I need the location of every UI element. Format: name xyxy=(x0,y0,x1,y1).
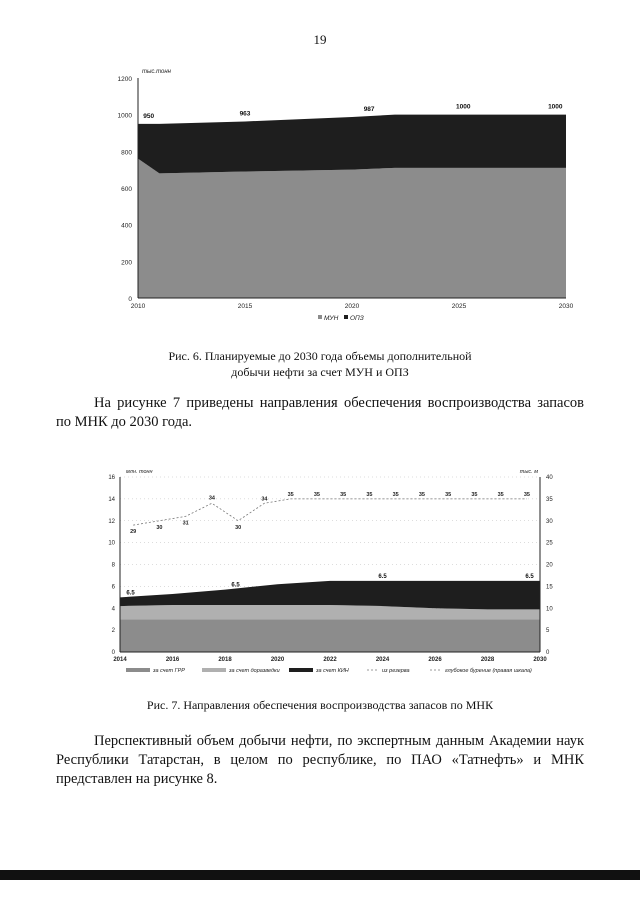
line-data-label: 34 xyxy=(208,495,215,502)
x-tick-label: 2030 xyxy=(533,657,547,663)
line-data-label: 35 xyxy=(392,491,399,498)
line-data-label: 30 xyxy=(235,524,242,531)
area-total-label: 6.5 xyxy=(525,573,534,580)
y-right-tick-label: 25 xyxy=(546,540,553,547)
y-left-axis-unit: млн. тонн xyxy=(126,469,153,475)
y-left-tick-label: 16 xyxy=(108,475,115,481)
y-left-tick-label: 2 xyxy=(111,628,115,635)
legend-swatch xyxy=(202,668,226,672)
y-right-tick-label: 10 xyxy=(546,606,553,613)
legend-label: ОПЗ xyxy=(350,315,364,322)
paragraph-1-text: На рисунке 7 приведены направления обеспечения воспроизводства запасов по МНК до 2030 года. xyxy=(56,395,584,430)
figure6-caption-line1: Рис. 6. Планируемые до 2030 года объемы дополнительной xyxy=(168,349,472,363)
line-data-label: 35 xyxy=(313,491,320,498)
legend-swatch xyxy=(289,668,313,672)
line-data-label: 34 xyxy=(261,496,268,503)
y-left-tick-label: 14 xyxy=(108,496,115,503)
line-data-label: 35 xyxy=(471,491,478,498)
x-tick-label: 2030 xyxy=(558,303,574,310)
scan-border xyxy=(0,870,640,880)
x-tick-label: 2018 xyxy=(218,657,232,663)
line-data-label: 35 xyxy=(523,491,530,498)
total-label: 987 xyxy=(363,106,375,114)
y-axis-unit: тыс.тонн xyxy=(142,69,171,75)
y-tick-label: 800 xyxy=(121,149,132,157)
line-data-label: 35 xyxy=(418,491,425,498)
paragraph-2-text: Перспективный объем добычи нефти, по экспертным данным Академии наук Республики Татарстан, в целом по республике, по ПАО «Татнефть» и МНК представлен на рисунке 8. xyxy=(56,733,584,787)
area-total-label: 6.5 xyxy=(378,573,387,580)
x-tick-label: 2025 xyxy=(451,303,467,310)
total-label: 1000 xyxy=(456,103,471,111)
x-tick-label: 2010 xyxy=(130,303,146,310)
x-tick-label: 2022 xyxy=(323,657,337,663)
y-right-tick-label: 30 xyxy=(546,518,553,525)
y-left-tick-label: 0 xyxy=(111,650,115,656)
area-total-label: 6.5 xyxy=(126,590,135,597)
line-data-label: 29 xyxy=(130,529,137,536)
figure6-caption-line2: добычи нефти за счет МУН и ОПЗ xyxy=(231,365,409,379)
y-tick-label: 1000 xyxy=(117,112,132,120)
page-number: 19 xyxy=(313,32,327,47)
y-left-tick-label: 4 xyxy=(111,606,115,613)
legend-label: за счет доразведки xyxy=(229,668,280,674)
y-right-tick-label: 15 xyxy=(546,584,553,591)
line-data-label: 30 xyxy=(156,524,163,531)
y-tick-label: 0 xyxy=(128,296,132,303)
x-tick-label: 2026 xyxy=(428,657,442,663)
legend-label: глубокое бурение (правая шкала) xyxy=(445,668,532,674)
x-tick-label: 2014 xyxy=(113,657,127,663)
legend-label: МУН xyxy=(324,315,339,322)
y-right-tick-label: 0 xyxy=(546,650,550,656)
total-label: 1000 xyxy=(548,103,563,111)
x-tick-label: 2024 xyxy=(375,657,390,663)
line-series-drilling xyxy=(133,499,527,525)
y-right-tick-label: 35 xyxy=(546,496,553,503)
y-right-axis-unit: тыс. м xyxy=(519,469,538,475)
y-tick-label: 400 xyxy=(121,222,132,230)
legend-label: за счет ГРР xyxy=(153,668,185,674)
total-label: 963 xyxy=(239,110,251,118)
figure7-caption: Рис. 7. Направления обеспечения воспроизводства запасов по МНК xyxy=(146,698,494,712)
legend-label: за счет КИН xyxy=(316,668,349,674)
y-left-tick-label: 10 xyxy=(108,540,115,547)
x-tick-label: 2020 xyxy=(344,303,360,310)
y-left-tick-label: 12 xyxy=(108,518,115,525)
y-tick-label: 600 xyxy=(121,186,132,193)
y-tick-label: 200 xyxy=(121,259,132,267)
x-tick-label: 2016 xyxy=(165,657,180,663)
line-data-label: 35 xyxy=(366,491,373,498)
x-tick-label: 2020 xyxy=(270,657,285,663)
legend-swatch xyxy=(126,668,150,672)
y-left-tick-label: 6 xyxy=(111,584,115,591)
x-tick-label: 2028 xyxy=(480,657,495,663)
line-data-label: 31 xyxy=(182,520,189,527)
y-right-tick-label: 40 xyxy=(546,475,553,481)
line-data-label: 35 xyxy=(445,491,452,498)
line-data-label: 35 xyxy=(340,491,347,498)
x-tick-label: 2015 xyxy=(237,303,253,310)
y-left-tick-label: 8 xyxy=(111,562,115,569)
y-tick-label: 1200 xyxy=(117,76,132,83)
area-series-1 xyxy=(120,619,540,652)
y-right-tick-label: 20 xyxy=(546,562,553,569)
line-data-label: 35 xyxy=(497,491,504,498)
legend-label: из резерва xyxy=(382,668,410,674)
total-label: 950 xyxy=(143,112,155,120)
paragraph-2 xyxy=(56,732,584,789)
y-right-tick-label: 5 xyxy=(546,628,550,635)
area-total-label: 6.5 xyxy=(231,582,240,589)
line-data-label: 35 xyxy=(287,491,294,498)
